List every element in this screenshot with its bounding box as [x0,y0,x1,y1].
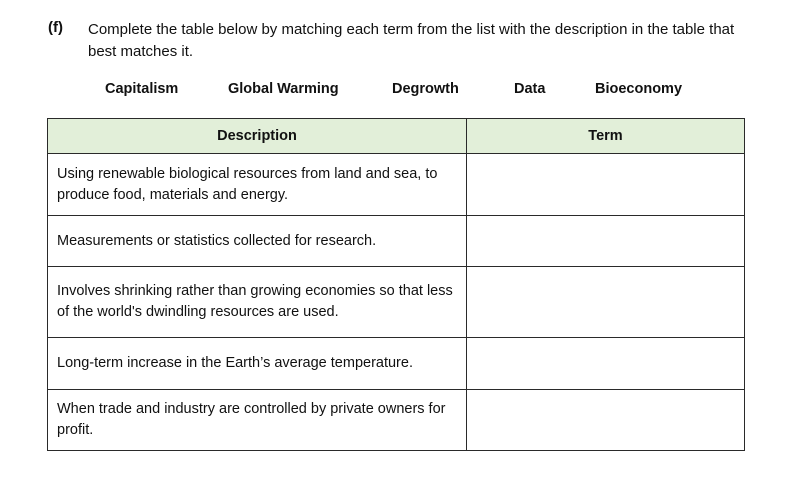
term-header: Term [467,119,745,154]
term-answer-cell[interactable] [467,338,745,390]
term-data: Data [514,81,546,97]
term-answer-cell[interactable] [467,216,745,267]
table-row [48,267,745,338]
description-cell: Measurements or statistics collected for research. [48,216,467,267]
term-global-warming: Global Warming [228,81,339,97]
table-row [48,154,745,216]
table-header-row [48,119,745,154]
term-capitalism: Capitalism [105,81,179,97]
description-cell: Involves shrinking rather than growing economies so that less of the world's dwindling resources are used. [48,267,467,338]
description-cell: Using renewable biological resources from land and sea, to produce food, materials and energy. [48,154,467,216]
question-label: (f) [48,19,63,36]
term-degrowth: Degrowth [392,81,459,97]
matching-table [47,118,745,451]
term-answer-cell[interactable] [467,267,745,338]
term-answer-cell[interactable] [467,154,745,216]
table-row [48,390,745,451]
term-answer-cell[interactable] [467,390,745,451]
description-cell: Long-term increase in the Earth’s average temperature. [48,338,467,390]
description-cell: When trade and industry are controlled by private owners for profit. [48,390,467,451]
table-row [48,216,745,267]
table-row [48,338,745,390]
term-bioeconomy: Bioeconomy [595,81,683,97]
question-instruction: Complete the table below by matching each term from the list with the description in the table that best matches it. [88,21,735,60]
term-list [0,81,788,101]
description-header: Description [48,119,467,154]
